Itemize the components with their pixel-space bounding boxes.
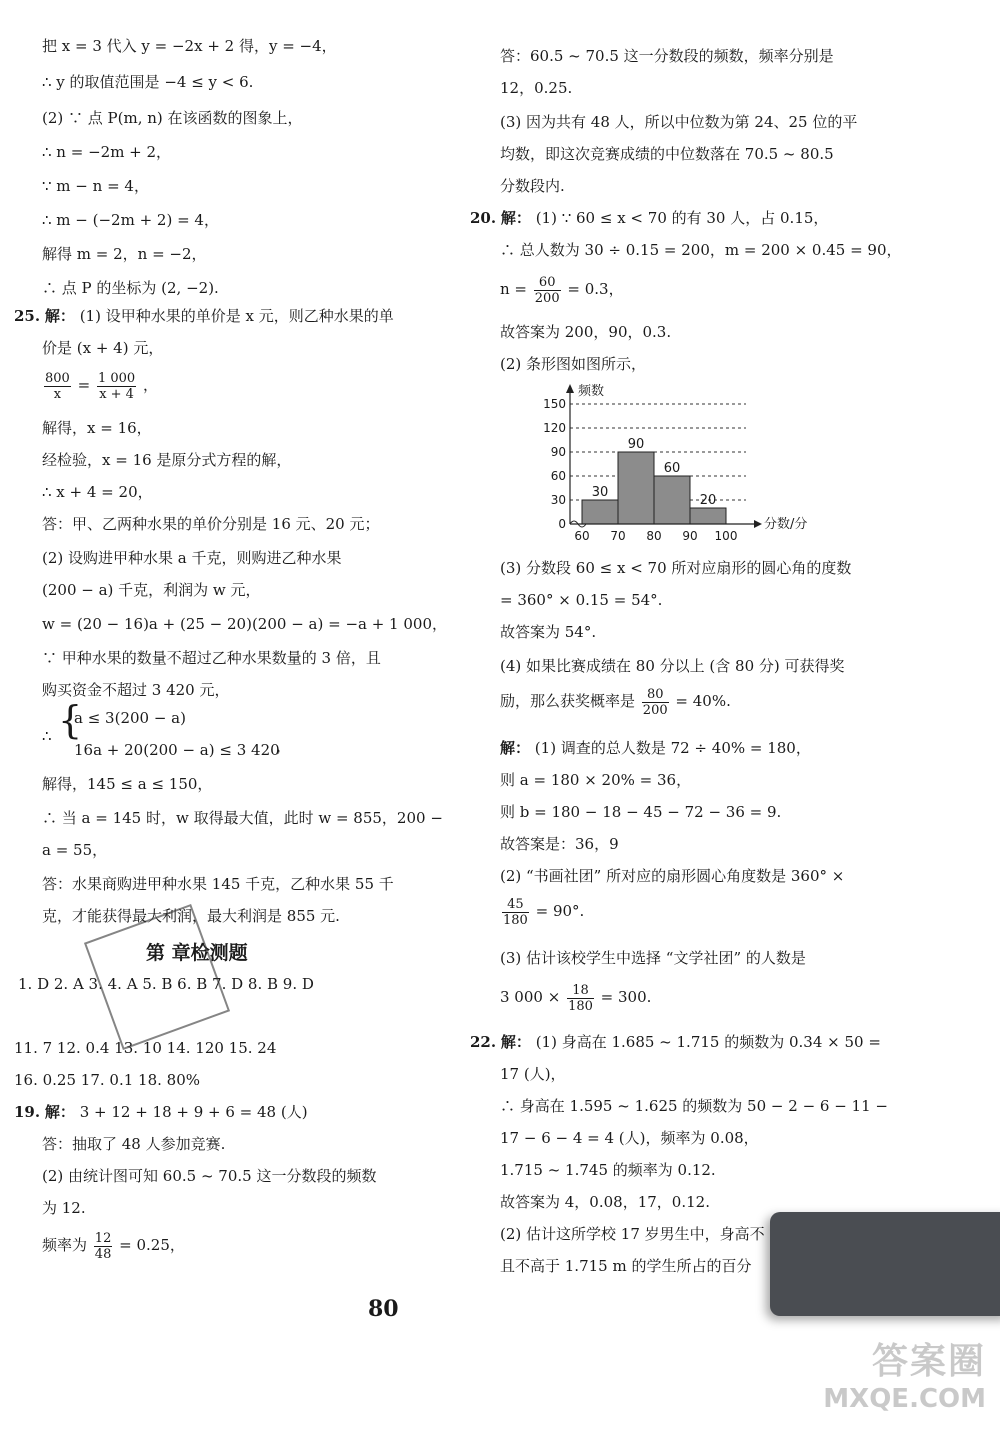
text-line: ∴ 身高在 1.595 ~ 1.625 的频数为 50 − 2 − 6 − 11 − <box>500 1097 888 1115</box>
brace: { <box>58 698 83 742</box>
text-line: 分数段内. <box>500 177 565 195</box>
text-line: 把 x = 3 代入 y = −2x + 2 得，y = −4， <box>42 37 337 55</box>
system-line-2: 16a + 20(200 − a) ≤ 3 420 <box>74 741 280 759</box>
text-line: (1) 身高在 1.685 ~ 1.715 的频数为 0.34 × 50 = <box>535 1033 881 1051</box>
data-label: 20 <box>699 493 717 508</box>
x-axis-arrow <box>754 520 762 528</box>
bar-chart <box>532 381 832 551</box>
x-tick-label: 100 <box>714 529 738 543</box>
fraction: $\frac{18}{180}$ <box>568 982 593 1014</box>
text-line: 购买资金不超过 3 420 元， <box>42 681 230 699</box>
y-axis-label: 频数 <box>578 384 605 399</box>
fraction-line: 3 000 × $\frac{18}{180}$ = 300. <box>500 982 652 1014</box>
y-tick-label: 0 <box>558 517 566 531</box>
text-line: 答：抽取了 48 人参加竞赛. <box>42 1135 226 1153</box>
question-number: 22. <box>470 1033 497 1051</box>
data-label: 30 <box>591 485 609 500</box>
question-20 <box>470 208 828 228</box>
text-line: (3) 估计该校学生中选择 “文学社团” 的人数是 <box>500 949 806 967</box>
text-line: (3) 分数段 60 ≤ x < 70 所对应扇形的圆心角的度数 <box>500 559 852 577</box>
text-line: w = (20 − 16)a + (25 − 20)(200 − a) = −a + 1 000， <box>42 615 448 633</box>
text-line: (2) 由统计图可知 60.5 ~ 70.5 这一分数段的频数 <box>42 1167 377 1185</box>
text-line: 则 b = 180 − 18 − 45 − 72 − 36 = 9. <box>500 803 782 821</box>
x-tick-label: 70 <box>610 529 626 543</box>
answer-row: 1. D 2. A 3. 4. A 5. B 6. B 7. D 8. B 9. D <box>18 975 314 993</box>
system-line-1: a ≤ 3(200 − a) <box>74 709 186 727</box>
question-number: 25. <box>14 307 41 325</box>
text-line: 则 a = 180 × 20% = 36， <box>500 771 692 789</box>
question-25 <box>14 306 394 326</box>
text-line: 12，0.25. <box>500 79 573 97</box>
watermark-en: MXQE.COM <box>823 1384 986 1414</box>
phone-overlay <box>770 1212 1000 1316</box>
text-line: 经检验，x = 16 是原分式方程的解， <box>42 451 292 469</box>
solution-label: 解： <box>44 307 75 325</box>
text-line: 为 12. <box>42 1199 86 1217</box>
text-line: ∴ x + 4 = 20， <box>42 483 153 501</box>
question-number: 20. <box>470 209 497 227</box>
text-line: 1.715 ~ 1.745 的频率为 0.12. <box>500 1161 716 1179</box>
fraction-equation: $\frac{800}{x}$ = $\frac{1 000}{x + 4}$ ， <box>45 370 158 402</box>
text-line: = 360° × 0.15 = 54°. <box>500 591 663 609</box>
fraction: $\frac{60}{200}$ <box>534 274 560 306</box>
page-number: 80 <box>368 1296 399 1322</box>
text-line: ∴ n = −2m + 2， <box>42 143 172 161</box>
text-line: 价是 (x + 4) 元， <box>42 339 164 357</box>
text-line: ， <box>276 737 292 755</box>
text-line: 17 (人)， <box>500 1065 566 1083</box>
y-tick-label: 30 <box>550 493 566 507</box>
text-line: (1) 设甲种水果的单价是 x 元，则乙种水果的单 <box>79 307 394 325</box>
text-line: a = 55， <box>42 841 108 859</box>
text-line: 故答案为 200，90，0.3. <box>500 323 672 341</box>
y-tick-label: 150 <box>543 397 566 411</box>
y-tick-label: 90 <box>550 445 566 459</box>
text-line: ∵ m − n = 4， <box>42 177 149 195</box>
therefore-symbol: ∴ <box>42 727 52 745</box>
watermark <box>823 1333 986 1414</box>
text-line: 解得 m = 2，n = −2， <box>42 245 207 263</box>
text-line: ∴ 当 a = 145 时，w 取得最大值，此时 w = 855，200 − <box>42 809 443 827</box>
data-label: 60 <box>663 461 681 476</box>
fraction: $\frac{12}{48}$ <box>94 1230 112 1262</box>
text-line: 且不高于 1.715 m 的学生所占的百分 <box>500 1257 752 1275</box>
solution-label: 解： <box>44 1103 75 1121</box>
text-line: 解得，145 ≤ a ≤ 150， <box>42 775 213 793</box>
bar <box>654 476 690 524</box>
question-21 <box>500 738 811 758</box>
text-line: ∴ y 的取值范围是 −4 ≤ y < 6. <box>42 73 254 91</box>
text-line: ∵ 甲种水果的数量不超过乙种水果数量的 3 倍，且 <box>42 649 381 667</box>
data-label: 90 <box>627 437 645 452</box>
watermark-cn: 答案圈 <box>871 1341 986 1382</box>
question-22 <box>470 1032 881 1052</box>
section-title: 第 章检测题 <box>146 942 248 964</box>
text-line: 故答案是：36，9 <box>500 835 619 853</box>
bar <box>582 500 618 524</box>
fraction-line: 励，那么获奖概率是 $\frac{80}{200}$ = 40%. <box>500 686 731 718</box>
text-line: (200 − a) 千克，利润为 w 元， <box>42 581 261 599</box>
fraction: $\frac{800}{x}$ <box>45 370 70 402</box>
text-line: (2) “书画社团” 所对应的扇形圆心角度数是 360° × <box>500 867 845 885</box>
fraction-line: $\frac{45}{180}$ = 90°. <box>503 896 585 928</box>
text-line: ∴ 点 P 的坐标为 (2, −2). <box>42 279 219 297</box>
text-line: ∴ m − (−2m + 2) = 4， <box>42 211 219 229</box>
text-line: 故答案为 4，0.08，17，0.12. <box>500 1193 710 1211</box>
x-tick-label: 60 <box>574 529 590 543</box>
fraction: $\frac{80}{200}$ <box>642 686 668 718</box>
fraction-line: n = $\frac{60}{200}$ = 0.3， <box>500 274 624 306</box>
text-line: (4) 如果比赛成绩在 80 分以上 (含 80 分) 可获得奖 <box>500 657 845 675</box>
y-tick-label: 60 <box>550 469 566 483</box>
text-line: 17 − 6 − 4 = 4 (人)，频率为 0.08， <box>500 1129 759 1147</box>
text-line: 克，才能获得最大利润，最大利润是 855 元. <box>42 907 340 925</box>
solution-label: 解： <box>500 209 531 227</box>
x-axis-label: 分数/分 <box>764 517 808 532</box>
text-line: (2) 设购进甲种水果 a 千克，则购进乙种水果 <box>42 549 342 567</box>
answer-row: 16. 0.25 17. 0.1 18. 80% <box>14 1071 200 1089</box>
text-line: 解得，x = 16， <box>42 419 152 437</box>
question-19 <box>14 1102 308 1122</box>
bar <box>690 508 726 524</box>
text-line: ∴ 总人数为 30 ÷ 0.15 = 200，m = 200 × 0.45 = 90， <box>500 241 902 259</box>
solution-label: 解： <box>500 1033 531 1051</box>
text-line: (3) 因为共有 48 人，所以中位数为第 24、25 位的平 <box>500 113 858 131</box>
text-line: 3 + 12 + 18 + 9 + 6 = 48 (人) <box>79 1103 308 1121</box>
fraction: $\frac{1 000}{x + 4}$ <box>97 370 136 402</box>
solution-label: 解： <box>500 739 531 757</box>
question-number: 19. <box>14 1103 41 1121</box>
y-axis-arrow <box>566 384 574 393</box>
fraction-line: 频率为 $\frac{12}{48}$ = 0.25， <box>42 1230 185 1262</box>
bar <box>618 452 654 524</box>
answer-row: 11. 7 12. 0.4 13. 10 14. 120 15. 24 <box>14 1039 277 1057</box>
text-line: (2) 估计这所学校 17 岁男生中，身高不 <box>500 1225 765 1243</box>
x-tick-label: 90 <box>682 529 698 543</box>
text-line: (2) ∵ 点 P(m, n) 在该函数的图象上， <box>42 109 303 127</box>
text-line: 答：水果商购进甲种水果 145 千克，乙种水果 55 千 <box>42 875 394 893</box>
y-tick-label: 120 <box>543 421 566 435</box>
text-line: (1) ∵ 60 ≤ x < 70 的有 30 人，占 0.15， <box>535 209 829 227</box>
fraction: $\frac{45}{180}$ <box>503 896 528 928</box>
text-line: 答：甲、乙两种水果的单价分别是 16 元、20 元； <box>42 515 380 533</box>
x-tick-label: 80 <box>646 529 662 543</box>
text-line: 均数，即这次竞赛成绩的中位数落在 70.5 ~ 80.5 <box>500 145 834 163</box>
text-line: (1) 调查的总人数是 72 ÷ 40% = 180， <box>534 739 811 757</box>
text-line: 答：60.5 ~ 70.5 这一分数段的频数，频率分别是 <box>500 47 834 65</box>
text-line: 故答案为 54°. <box>500 623 597 641</box>
text-line: (2) 条形图如图所示， <box>500 355 647 373</box>
